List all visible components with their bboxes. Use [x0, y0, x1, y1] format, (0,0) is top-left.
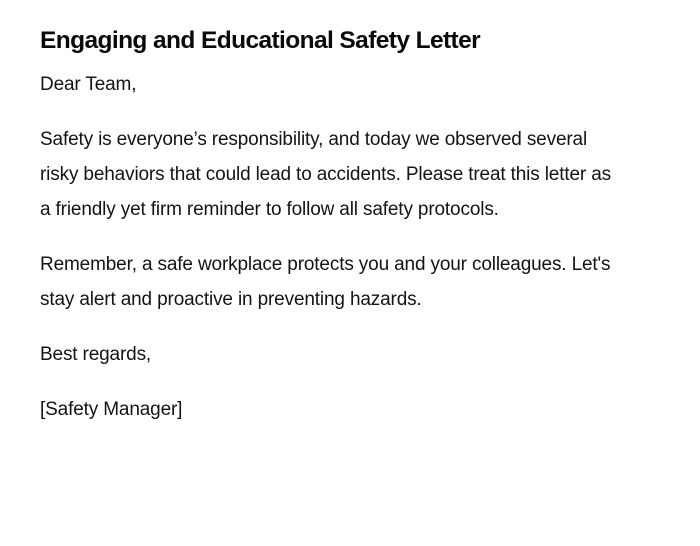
letter-paragraph-2: Remember, a safe workplace protects you and your colleagues. Let's stay alert and proactive in preventing hazards.	[40, 254, 611, 310]
letter-title: Engaging and Educational Safety Letter	[40, 27, 481, 54]
letter-greeting: Dear Team,	[40, 74, 137, 95]
letter-signature: [Safety Manager]	[40, 399, 183, 420]
letter-closing: Best regards,	[40, 344, 152, 365]
letter-document	[40, 24, 620, 427]
letter-paragraph-1: Safety is everyone’s responsibility, and today we observed several risky behaviors that could lead to accidents. Please treat this letter as a friendly yet firm reminder to follow all safety protocols.	[40, 129, 611, 220]
